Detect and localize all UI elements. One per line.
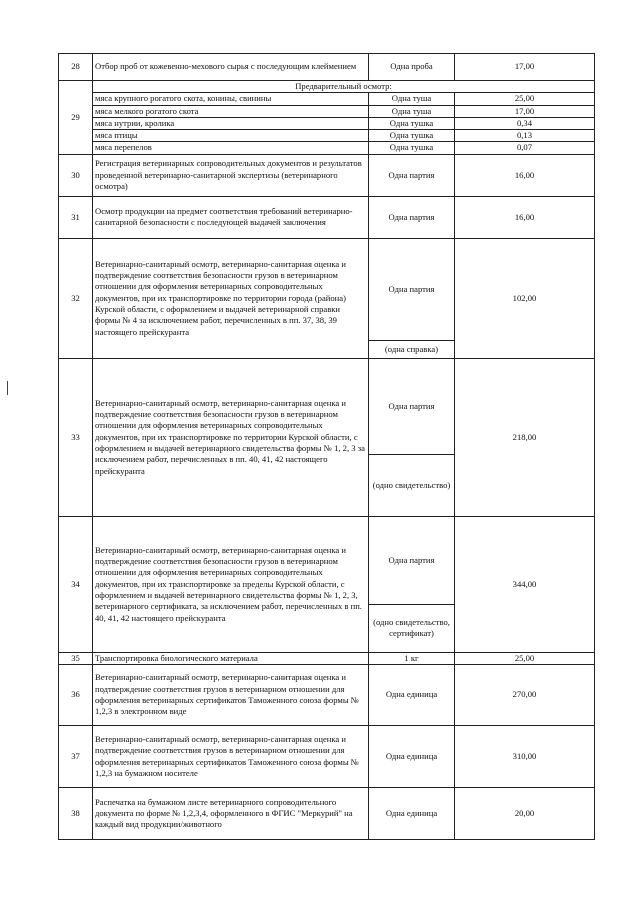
unit-of-measure: Одна туша: [369, 105, 455, 117]
service-price: 270,00: [455, 665, 595, 726]
service-price: 102,00: [455, 238, 595, 358]
service-description: Ветеринарно-санитарный осмотр, ветеринарно-санитарная оценка и подтверждение соответствия безопасности грузов в ветеринарном отношении для оформления ветеринарных сопроводительных документов, при их транспортировке по территории Курской области, с оформлением и выдачей ветеринарного свидетельства формы № 1, 2, 3 за исключением работ, перечисленных в пп. 40, 41, 42 настоящего прейскуранта: [93, 358, 369, 516]
unit-of-measure-note: (одно свидетельство): [369, 454, 455, 516]
table-row: [59, 652, 595, 664]
service-description: Ветеринарно-санитарный осмотр, ветеринарно-санитарная оценка и подтверждение соответствия грузов в ветеринарном отношении для оформления ветеринарных сертификатов Таможенного союза формы № 1,2,3 на бумажном носителе: [93, 726, 369, 788]
unit-of-measure: Одна тушка: [369, 130, 455, 142]
service-price: 0,13: [455, 130, 595, 142]
price-table: [58, 53, 595, 840]
unit-of-measure: Одна партия: [369, 196, 455, 238]
subsection-header: Предварительный осмотр:: [93, 81, 595, 93]
table-row: [59, 516, 595, 604]
service-description: мяса птицы: [93, 130, 369, 142]
service-description: Осмотр продукции на предмет соответствия требований ветеринарно-санитарной безопасности с последующей выдачей заключения: [93, 196, 369, 238]
unit-of-measure: 1 кг: [369, 652, 455, 664]
row-number: 38: [59, 788, 93, 840]
row-number: 28: [59, 54, 93, 81]
service-price: 20,00: [455, 788, 595, 840]
table-row: [59, 81, 595, 93]
service-description: мяса перепелов: [93, 142, 369, 154]
table-row: [59, 117, 595, 129]
unit-of-measure: Одна партия: [369, 516, 455, 604]
row-number: 31: [59, 196, 93, 238]
service-description: Транспортировка биологического материала: [93, 652, 369, 664]
service-description: Ветеринарно-санитарный осмотр, ветеринарно-санитарная оценка и подтверждение соответствия безопасности грузов в ветеринарном отношении для оформления ветеринарных сопроводительных документов, при их транспортировке по территории города (района) Курской области, с оформлением и выдачей ветеринарной справки формы № 4 за исключением работ, перечисленных в пп. 37, 38, 39 настоящего прейскуранта: [93, 238, 369, 358]
service-description: мяса нутрии, кролика: [93, 117, 369, 129]
unit-of-measure-note: (одна справка): [369, 340, 455, 358]
service-description: Распечатка на бумажном листе ветеринарного сопроводительного документа по форме № 1,2,3,4, оформленного в ФГИС "Меркурий" на каждый вид продукции/животного: [93, 788, 369, 840]
unit-of-measure: Одна единица: [369, 788, 455, 840]
table-row: [59, 93, 595, 105]
row-number: 37: [59, 726, 93, 788]
service-price: 17,00: [455, 105, 595, 117]
table-row: [59, 196, 595, 238]
service-price: 25,00: [455, 652, 595, 664]
unit-of-measure: Одна единица: [369, 665, 455, 726]
table-row: [59, 142, 595, 154]
service-description: мяса крупного рогатого скота, конины, свинины: [93, 93, 369, 105]
unit-of-measure: Одна тушка: [369, 117, 455, 129]
service-price: 344,00: [455, 516, 595, 652]
service-description: Регистрация ветеринарных сопроводительных документов и результатов проведенной ветеринарно-санитарной экспертизы (ветеринарного осмотра): [93, 154, 369, 196]
service-price: 25,00: [455, 93, 595, 105]
table-row: [59, 665, 595, 726]
row-number: 30: [59, 154, 93, 196]
row-number: 32: [59, 238, 93, 358]
unit-of-measure-note: (одно свидетельство, сертификат): [369, 604, 455, 652]
unit-of-measure: Одна проба: [369, 54, 455, 81]
row-number: 33: [59, 358, 93, 516]
service-description: мяса мелкого рогатого скота: [93, 105, 369, 117]
unit-of-measure: Одна единица: [369, 726, 455, 788]
unit-of-measure: Одна партия: [369, 358, 455, 454]
row-number: 36: [59, 665, 93, 726]
row-number: 34: [59, 516, 93, 652]
unit-of-measure: Одна партия: [369, 154, 455, 196]
service-description: Ветеринарно-санитарный осмотр, ветеринарно-санитарная оценка и подтверждение соответствия грузов в ветеринарном отношении для оформления ветеринарных сертификатов Таможенного союза формы № 1,2,3 в электронном виде: [93, 665, 369, 726]
table-row: [59, 105, 595, 117]
service-price: 16,00: [455, 196, 595, 238]
service-price: 0,07: [455, 142, 595, 154]
row-number: 35: [59, 652, 93, 664]
table-row: [59, 238, 595, 340]
service-price: 16,00: [455, 154, 595, 196]
service-description: Отбор проб от кожевенно-мехового сырья с последующим клеймением: [93, 54, 369, 81]
service-description: Ветеринарно-санитарный осмотр, ветеринарно-санитарная оценка и подтверждение соответствия безопасности грузов в ветеринарном отношении для оформления ветеринарных сопроводительных документов, при их транспортировке за пределы Курской области, с оформлением и выдачей ветеринарного свидетельства формы № 1, 2, 3, ветеринарного сертификата, за исключением работ, перечисленных в пп. 40, 41, 42 настоящего прейскуранта: [93, 516, 369, 652]
service-price: 218,00: [455, 358, 595, 516]
service-price: 17,00: [455, 54, 595, 81]
row-number: 29: [59, 81, 93, 155]
table-row: [59, 726, 595, 788]
table-row: [59, 130, 595, 142]
table-row: [59, 788, 595, 840]
table-row: [59, 54, 595, 81]
unit-of-measure: Одна туша: [369, 93, 455, 105]
service-price: 0,34: [455, 117, 595, 129]
unit-of-measure: Одна партия: [369, 238, 455, 340]
table-row: [59, 358, 595, 454]
service-price: 310,00: [455, 726, 595, 788]
margin-mark: [7, 381, 8, 395]
unit-of-measure: Одна тушка: [369, 142, 455, 154]
table-row: [59, 154, 595, 196]
